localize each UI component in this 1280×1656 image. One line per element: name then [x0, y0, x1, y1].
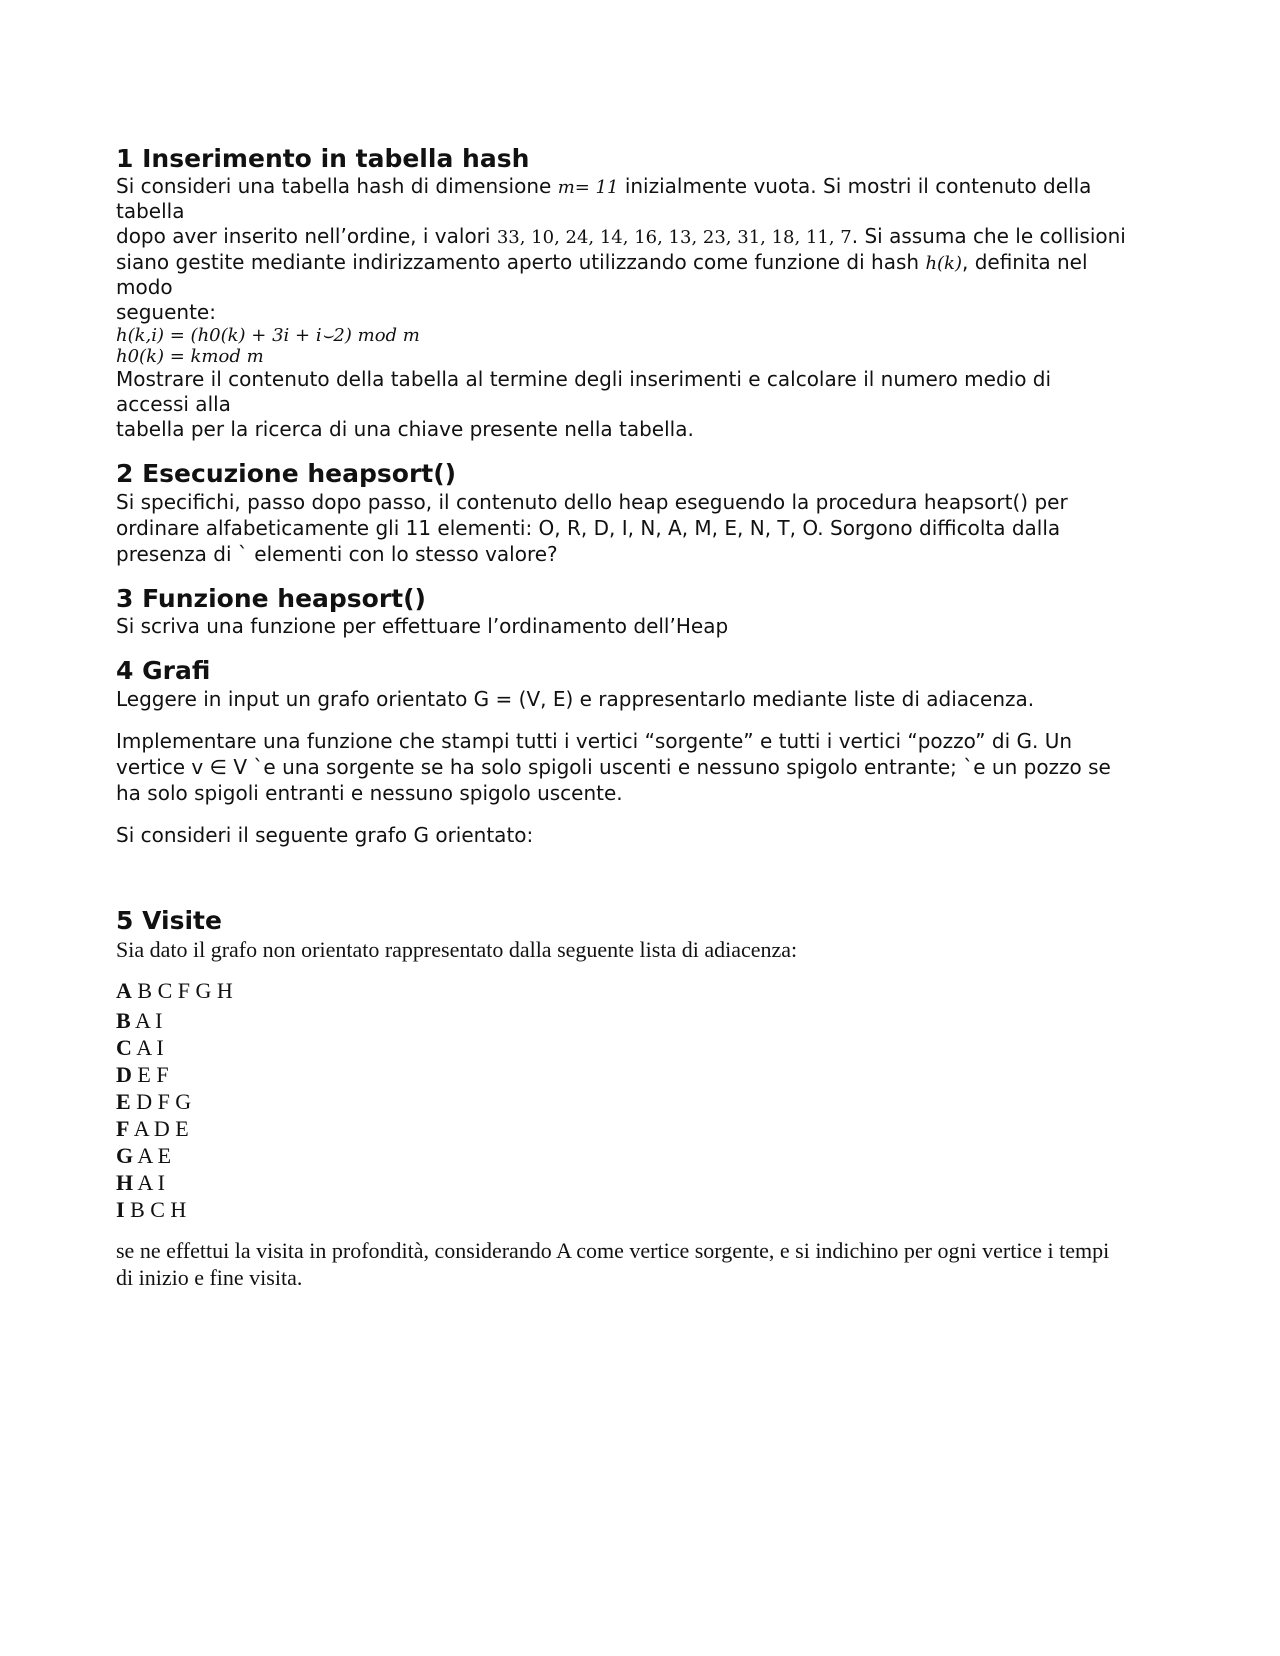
adjacency-row: G A E	[116, 1143, 172, 1168]
adjacency-row: I B C H	[116, 1197, 187, 1222]
section-2-body	[116, 489, 1166, 567]
section-1-body	[116, 174, 1166, 442]
s4-para-3: Si consideri il seguente grafo G orientato:	[116, 823, 534, 847]
s4-para-2-line-2: vertice v ∈ V `e una sorgente se ha solo spigoli uscenti e nessuno spigolo entrante; `e un pozzo se	[116, 755, 1111, 779]
adjacency-row: C A I	[116, 1035, 164, 1060]
formula-h0: h0(k) = kmod m	[116, 346, 264, 367]
section-3-title: 3 Funzione heapsort()	[116, 584, 426, 613]
m-equation: m= 11	[557, 177, 619, 198]
s1-line-5: modo	[116, 275, 173, 299]
s5-intro: Sia dato il grafo non orientato rappresentato dalla seguente lista di adiacenza:	[116, 937, 798, 962]
section-4-title: 4 Grafi	[116, 656, 211, 685]
hash-function-symbol: h(k)	[925, 253, 962, 274]
s1-line-3: dopo aver inserito nell’ordine, i valori 33, 10, 24, 14, 16, 13, 23, 31, 18, 11, 7. Si assuma che le collisioni	[116, 224, 1126, 248]
section-5-body	[116, 936, 1166, 1291]
s3-line-1: Si scriva una funzione per effettuare l’ordinamento dell’Heap	[116, 614, 729, 638]
section-3-body	[116, 614, 1166, 639]
s1-line-8: accessi alla	[116, 392, 231, 416]
s4-para-1: Leggere in input un grafo orientato G = (V, E) e rappresentarlo mediante liste di adiacenza.	[116, 687, 1035, 711]
s1-line-9: tabella per la ricerca di una chiave presente nella tabella.	[116, 417, 694, 441]
adjacency-row: B A I	[116, 1008, 163, 1033]
adjacency-row: E D F G	[116, 1089, 192, 1114]
s4-para-2-line-1: Implementare una funzione che stampi tutti i vertici “sorgente” e tutti i vertici “pozzo” di G. Un	[116, 729, 1073, 753]
s1-line-2: tabella	[116, 199, 185, 223]
formula-h: h(k,i) = (h0(k) + 3i + i⌣2) mod m	[116, 325, 420, 346]
s2-line-2: ordinare alfabeticamente gli 11 elementi: O, R, D, I, N, A, M, E, N, T, O. Sorgono difficolta dalla	[116, 516, 1061, 540]
section-4-body	[116, 686, 1166, 848]
adjacency-row: A B C F G H	[116, 978, 233, 1003]
s2-line-1: Si specifichi, passo dopo passo, il contenuto dello heap eseguendo la procedura heapsort() per	[116, 490, 1068, 514]
section-1-title: 1 Inserimento in tabella hash	[116, 144, 530, 173]
values-list: 33, 10, 24, 14, 16, 13, 23, 31, 18, 11, 7	[496, 227, 852, 248]
s4-para-2-line-3: ha solo spigoli entranti e nessuno spigolo uscente.	[116, 781, 623, 805]
document-page	[116, 144, 1166, 1291]
s5-outro-line-2: di inizio e fine visita.	[116, 1265, 303, 1290]
s2-line-3: presenza di ` elementi con lo stesso valore?	[116, 542, 558, 566]
section-5-title: 5 Visite	[116, 906, 222, 935]
adjacency-list	[116, 977, 1166, 1223]
s1-line-6: seguente:	[116, 300, 216, 324]
s5-outro-line-1: se ne effettui la visita in profondità, considerando A come vertice sorgente, e si indichino per ogni vertice i tempi	[116, 1238, 1110, 1263]
adjacency-row: F A D E	[116, 1116, 189, 1141]
s1-line-1: Si consideri una tabella hash di dimensione m= 11 inizialmente vuota. Si mostri il contenuto della	[116, 174, 1092, 198]
section-2-title: 2 Esecuzione heapsort()	[116, 459, 457, 488]
adjacency-row: D E F	[116, 1062, 169, 1087]
adjacency-row: H A I	[116, 1170, 165, 1195]
s1-line-4: siano gestite mediante indirizzamento aperto utilizzando come funzione di hash h(k), definita nel	[116, 250, 1088, 274]
s1-line-7: Mostrare il contenuto della tabella al termine degli inserimenti e calcolare il numero medio di	[116, 367, 1052, 391]
